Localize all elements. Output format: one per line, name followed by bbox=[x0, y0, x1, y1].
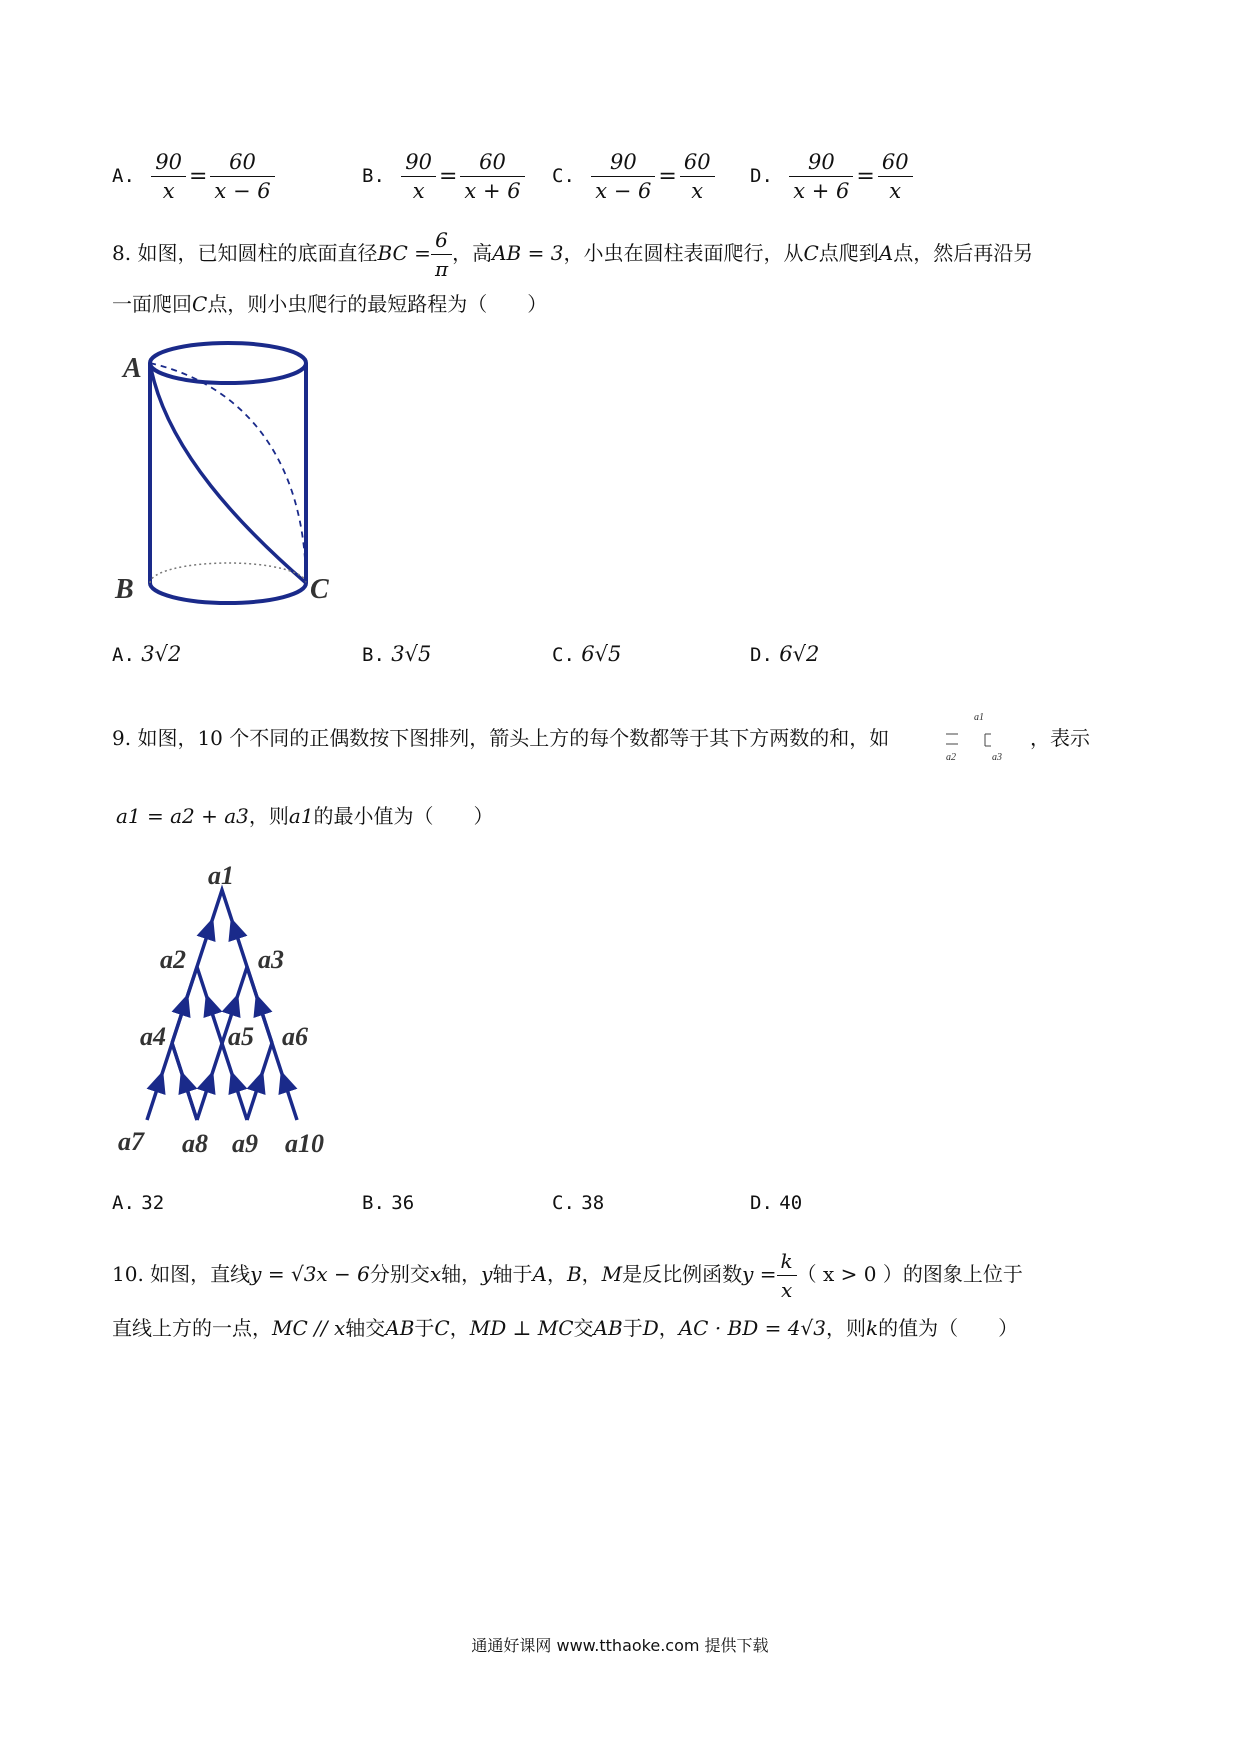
fraction-right: $\frac{60}{x - 6}$ bbox=[210, 148, 274, 205]
path-front-curve bbox=[150, 363, 306, 583]
q7-option-c[interactable]: C. $\frac{90}{x - 6}$ = $\frac{60}{x}$ bbox=[552, 148, 715, 205]
q9-option-b[interactable]: B. 36 bbox=[362, 1192, 415, 1214]
inline-top-label: a1 bbox=[974, 712, 984, 723]
label-b: B bbox=[115, 574, 134, 605]
pyramid-label-a6: a6 bbox=[282, 1022, 308, 1051]
fraction-left: $\frac{90}{x}$ bbox=[401, 148, 436, 205]
option-label: D. bbox=[750, 165, 773, 187]
page-footer: 通通好课网 www.tthaoke.com 提供下载 bbox=[471, 1636, 769, 1655]
q8-line1: 8. 如图，已知圆柱的底面直径BC = $\frac{6}{\pi}$ ，高AB = 3，小虫在圆柱表面爬行，从C点爬到A点，然后再沿另 bbox=[112, 228, 1034, 281]
q9-option-c[interactable]: C. 38 bbox=[552, 1192, 605, 1214]
pyramid-label-a1: a1 bbox=[208, 861, 234, 890]
pyramid-label-a2: a2 bbox=[160, 945, 186, 974]
q7-option-b[interactable]: B. $\frac{90}{x}$ = $\frac{60}{x + 6}$ bbox=[362, 148, 525, 205]
q7-option-d[interactable]: D. $\frac{90}{x + 6}$ = $\frac{60}{x}$ bbox=[750, 148, 913, 205]
q9-option-d[interactable]: D. 40 bbox=[750, 1192, 803, 1214]
q9-option-a[interactable]: A. 32 bbox=[112, 1192, 165, 1214]
q7-option-a[interactable]: A. $\frac{90}{x}$ = $\frac{60}{x - 6}$ bbox=[112, 148, 275, 205]
option-label: C. bbox=[552, 165, 575, 187]
cylinder-bottom-front-arc bbox=[150, 583, 306, 603]
q8-option-c[interactable]: C. 6√5 bbox=[552, 642, 622, 666]
cylinder-figure bbox=[105, 330, 345, 620]
label-c: C bbox=[310, 574, 329, 605]
pyramid-lines bbox=[147, 890, 297, 1120]
pyramid-label-a9: a9 bbox=[232, 1129, 258, 1158]
fraction-left: $\frac{90}{x}$ bbox=[151, 148, 186, 205]
cylinder-bottom-back-arc bbox=[150, 563, 306, 583]
q8-option-b[interactable]: B. 3√5 bbox=[362, 642, 432, 666]
q10-line2: 直线上方的一点，MC // x轴交AB于C，MD ⊥ MC交AB于D，AC · BD = 4√3，则k的值为（ ） bbox=[112, 1316, 1019, 1340]
pyramid-label-a4: a4 bbox=[140, 1022, 166, 1051]
q9-line2: a1 = a2 + a3，则a1的最小值为（ ） bbox=[116, 804, 494, 828]
q8-line2: 一面爬回C点，则小虫爬行的最短路程为（ ） bbox=[112, 292, 548, 316]
line-equation: y = √3x − 6 bbox=[250, 1262, 370, 1286]
fraction-right: $\frac{60}{x}$ bbox=[878, 148, 913, 205]
fraction-right: $\frac{60}{x}$ bbox=[680, 148, 715, 205]
fraction-left: $\frac{90}{x + 6}$ bbox=[789, 148, 853, 205]
cylinder-top-ellipse bbox=[150, 343, 306, 383]
path-back-curve bbox=[150, 363, 306, 583]
pyramid-label-a10: a10 bbox=[285, 1129, 324, 1158]
pyramid-label-a8: a8 bbox=[182, 1129, 208, 1158]
q10-fraction: $\frac{k}{x}$ bbox=[777, 1247, 797, 1304]
inline-left-label: a2 bbox=[946, 752, 956, 763]
q8-option-a[interactable]: A. 3√2 bbox=[112, 642, 182, 666]
option-label: B. bbox=[362, 165, 385, 187]
pyramid-label-a3: a3 bbox=[258, 945, 284, 974]
number-pyramid-figure bbox=[110, 860, 350, 1160]
fraction-left: $\frac{90}{x - 6}$ bbox=[591, 148, 655, 205]
bc-label: BC = bbox=[377, 241, 431, 265]
pyramid-label-a5: a5 bbox=[228, 1022, 254, 1051]
label-a: A bbox=[123, 353, 142, 384]
option-label: A. bbox=[112, 165, 135, 187]
q9-equation: a1 = a2 + a3 bbox=[116, 804, 249, 828]
inline-right-label: a3 bbox=[992, 752, 1002, 763]
q9-line1-end: ，表示 bbox=[1030, 726, 1090, 750]
q8-fraction: $\frac{6}{\pi}$ bbox=[431, 226, 452, 283]
fraction-right: $\frac{60}{x + 6}$ bbox=[460, 148, 524, 205]
q10-line1: 10. 如图，直线y = √3x − 6分别交x轴，y轴于A，B，M是反比例函数y = $\frac{k}{x}$ （ x > 0 ）的图象上位于 bbox=[112, 1249, 1023, 1302]
q8-option-d[interactable]: D. 6√2 bbox=[750, 642, 820, 666]
q9-line1: 9. 如图，10 个不同的正偶数按下图排列，箭头上方的每个数都等于其下方两数的和，如 bbox=[112, 726, 890, 750]
pyramid-label-a7: a7 bbox=[118, 1127, 144, 1156]
q9-inline-figure bbox=[938, 708, 1010, 764]
